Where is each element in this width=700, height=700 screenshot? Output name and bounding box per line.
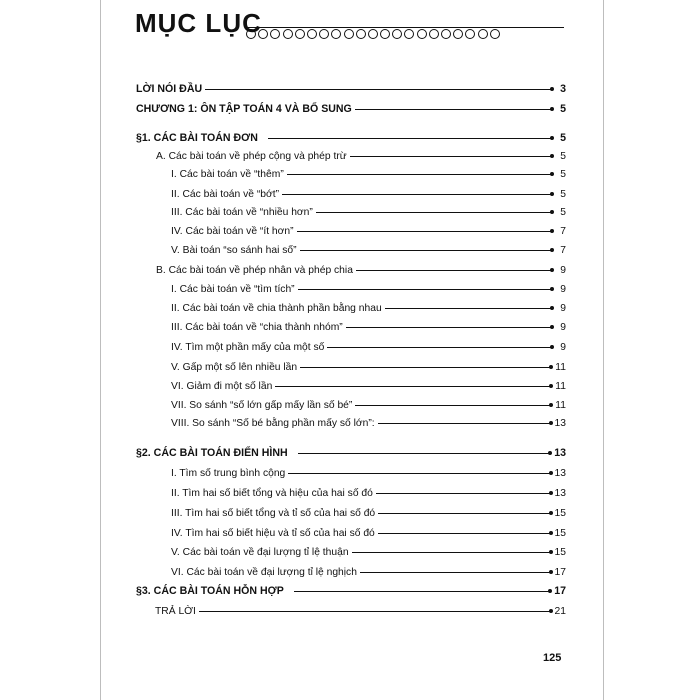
toc-entry-title: TRẢ LỜI: [155, 605, 196, 617]
dot-leader: [355, 405, 551, 406]
toc-entry-title: B. Các bài toán về phép nhân và phép chia: [156, 264, 353, 276]
toc-entry: [171, 318, 566, 336]
toc-entry-title: IV. Các bài toán về “ít hơn”: [171, 225, 294, 237]
dot-leader: [316, 212, 552, 213]
toc-entry: [171, 414, 566, 432]
dot-leader: [352, 552, 551, 553]
toc-entry: [156, 261, 566, 279]
toc-entry-title: A. Các bài toán về phép cộng và phép trừ: [156, 150, 347, 162]
toc-entry-title: IV. Tìm hai số biết hiệu và tỉ số của hai số đó: [171, 527, 375, 539]
toc-entry-title: §1. CÁC BÀI TOÁN ĐƠN: [136, 132, 258, 144]
dot-leader: [205, 89, 552, 90]
toc-entry-page: 7: [560, 244, 566, 256]
dot-leader: [327, 347, 552, 348]
toc-entry-page: 17: [554, 566, 566, 578]
toc-entry-page: 15: [554, 507, 566, 519]
toc-entry: [136, 129, 566, 147]
toc-entry-title: II. Các bài toán về “bớt”: [171, 188, 280, 200]
toc-entry: [171, 484, 566, 502]
toc-entry: [136, 582, 566, 600]
toc-entry-page: 11: [555, 361, 566, 373]
dot-leader: [282, 194, 552, 195]
dot-leader: [378, 533, 551, 534]
dot-leader: [297, 231, 552, 232]
dot-leader: [298, 289, 552, 290]
toc-entry-page: 9: [560, 264, 566, 276]
toc-entry-title: VI. Giảm đi một số lần: [171, 380, 273, 392]
toc-entry: [136, 80, 566, 98]
dot-leader: [275, 386, 551, 387]
toc-entry-page: 3: [560, 83, 566, 95]
toc-entry-page: 9: [560, 321, 566, 333]
toc-entry-page: 13: [554, 417, 566, 429]
dot-leader: [199, 611, 551, 612]
toc-entry-title: §3. CÁC BÀI TOÁN HỖN HỢP: [136, 585, 284, 597]
toc-entry: [171, 358, 566, 376]
toc-entry-page: 15: [554, 546, 566, 558]
toc-entry-page: 9: [560, 283, 566, 295]
dot-leader: [294, 591, 550, 592]
dot-leader: [300, 367, 551, 368]
toc-entry-page: 7: [560, 225, 566, 237]
toc-entry-title: V. Gấp một số lên nhiều lần: [171, 361, 298, 373]
dot-leader: [288, 473, 550, 474]
toc-entry-page: 11: [555, 399, 566, 411]
toc-entry-title: III. Các bài toán về “chia thành nhóm”: [171, 321, 343, 333]
toc-entry: [171, 165, 566, 183]
toc-entry-title: CHƯƠNG 1: ÔN TẬP TOÁN 4 VÀ BỔ SUNG: [136, 103, 352, 115]
toc-entry-title: V. Các bài toán về đại lượng tỉ lệ thuận: [171, 546, 349, 558]
dot-leader: [287, 174, 552, 175]
toc-entry-title: I. Tìm số trung bình cộng: [171, 467, 286, 479]
toc-entry: [171, 543, 566, 561]
page-number: 125: [543, 652, 562, 664]
toc-entry: [136, 100, 566, 118]
toc-entry-title: I. Các bài toán về “thêm”: [171, 168, 284, 180]
dot-leader: [346, 327, 552, 328]
toc-entry: [156, 147, 566, 165]
toc-entry: [155, 602, 566, 620]
toc-entry-page: 5: [560, 168, 566, 180]
dot-leader: [350, 156, 552, 157]
dot-leader: [356, 270, 552, 271]
toc-entry-title: II. Các bài toán về chia thành phần bằng nhau: [171, 302, 382, 314]
toc-entry-page: 15: [554, 527, 566, 539]
toc-entry: [171, 203, 566, 221]
dot-leader: [300, 250, 552, 251]
toc-entry-page: 5: [560, 150, 566, 162]
toc-entry-page: 5: [560, 132, 566, 144]
toc-entry: [171, 563, 566, 581]
toc-entry-title: II. Tìm hai số biết tổng và hiệu của hai số đó: [171, 487, 373, 499]
dot-leader: [385, 308, 552, 309]
toc-entry-page: 9: [560, 341, 566, 353]
toc-entry-page: 13: [554, 487, 566, 499]
toc-entry: [136, 444, 566, 462]
toc-entry-title: V. Bài toán “so sánh hai số”: [171, 244, 297, 256]
toc-entry: [171, 222, 566, 240]
toc-entry-page: 9: [560, 302, 566, 314]
dot-leader: [355, 109, 552, 110]
dot-leader: [378, 423, 551, 424]
toc-entry-title: VII. So sánh “số lớn gấp mấy lần số bé”: [171, 399, 353, 411]
toc-entry-page: 21: [554, 605, 566, 617]
toc-entry-title: I. Các bài toán về “tìm tích”: [171, 283, 295, 295]
toc-entry: [171, 524, 566, 542]
toc-entry: [171, 280, 566, 298]
toc-entry-title: LỜI NÓI ĐẦU: [136, 83, 203, 95]
toc-entry: [171, 185, 566, 203]
page-title: MỤC LỤC: [135, 8, 262, 38]
toc-entry-page: 11: [555, 380, 566, 392]
toc-entry-page: 5: [560, 103, 566, 115]
toc-entry-title: III. Tìm hai số biết tổng và tỉ số của hai số đó: [171, 507, 376, 519]
toc-entry-title: §2. CÁC BÀI TOÁN ĐIỂN HÌNH: [136, 447, 288, 459]
toc-entry-title: IV. Tìm một phần mấy của một số: [171, 341, 325, 353]
toc-entry-title: III. Các bài toán về “nhiều hơn”: [171, 206, 313, 218]
dot-leader: [268, 138, 552, 139]
toc-entry: [171, 377, 566, 395]
toc-entry-title: VI. Các bài toán về đại lượng tỉ lệ nghịch: [171, 566, 357, 578]
dot-leader: [378, 513, 550, 514]
toc-entry-title: VIII. So sánh “Số bé bằng phần mấy số lớn”:: [171, 417, 375, 429]
toc-entry-page: 5: [560, 188, 566, 200]
toc-entry-page: 5: [560, 206, 566, 218]
toc-entry: [171, 464, 566, 482]
toc-entry: [171, 396, 566, 414]
dot-leader: [376, 493, 551, 494]
toc-entry-page: 13: [554, 447, 566, 459]
toc-entry: [171, 299, 566, 317]
toc-entry-page: 17: [554, 585, 566, 597]
toc-entry-page: 13: [554, 467, 566, 479]
toc-entry: [171, 338, 566, 356]
toc-entry: [171, 241, 566, 259]
dot-leader: [298, 453, 551, 454]
dot-leader: [360, 572, 551, 573]
toc-entry: [171, 504, 566, 522]
